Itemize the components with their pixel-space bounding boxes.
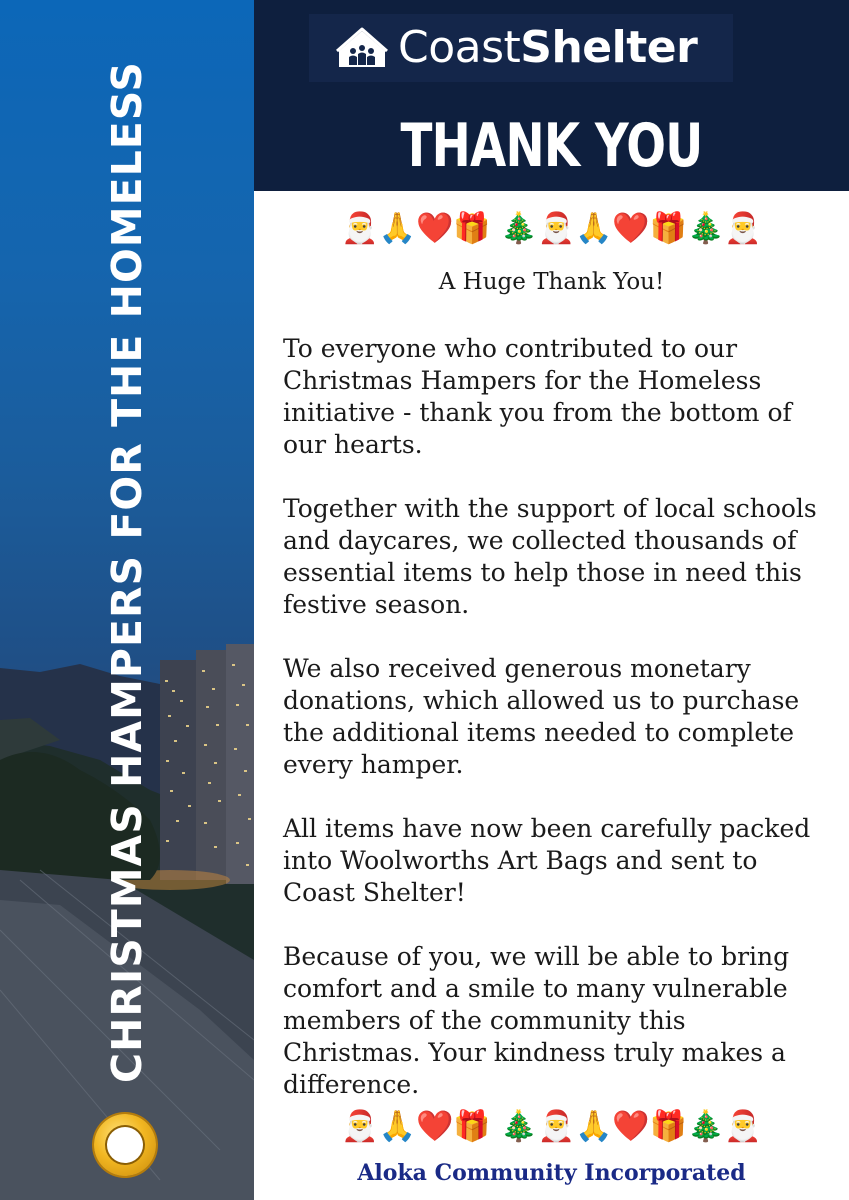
header-banner xyxy=(254,0,849,191)
emoji-row-top: 🎅🙏❤️🎁 🎄🎅🙏❤️🎁🎄🎅 xyxy=(341,211,762,246)
thank-you-heading: THANK YOU xyxy=(400,111,703,181)
logo-word-coast: Coast xyxy=(398,22,521,73)
paragraph-donations: We also received generous monetary donations, which allowed us to purchase the additional items needed to complete every hamper. xyxy=(283,654,800,779)
paragraph-contributors: To everyone who contributed to our Christmas Hampers for the Homeless initiative - thank you from the bottom of our hearts. xyxy=(283,334,792,459)
emoji-row-bottom: 🎅🙏❤️🎁 🎄🎅🙏❤️🎁🎄🎅 xyxy=(341,1109,762,1144)
paragraph-collection: Together with the support of local schools and daycares, we collected thousands of essential items to help those in need this festive season. xyxy=(283,494,817,619)
coast-shelter-logo-icon xyxy=(335,27,389,71)
organization-seal-icon xyxy=(94,1114,156,1176)
paragraph-packed: All items have now been carefully packed into Woolworths Art Bags and sent to Coast Shelter! xyxy=(283,814,811,907)
huge-thanks-heading: A Huge Thank You! xyxy=(438,269,665,295)
organization-name: Aloka Community Incorporated xyxy=(357,1160,746,1186)
coast-shelter-logo xyxy=(309,14,733,82)
city-night-photo-strip xyxy=(0,0,254,1200)
logo-word-shelter: Shelter xyxy=(520,22,698,73)
vertical-campaign-title: CHRISTMAS HAMPERS FOR THE HOMELESS xyxy=(103,61,151,1083)
logo-wordmark xyxy=(398,20,697,76)
paragraph-kindness: Because of you, we will be able to bring comfort and a smile to many vulnerable members of the community this Christmas. Your kindness truly makes a difference. xyxy=(283,942,790,1099)
